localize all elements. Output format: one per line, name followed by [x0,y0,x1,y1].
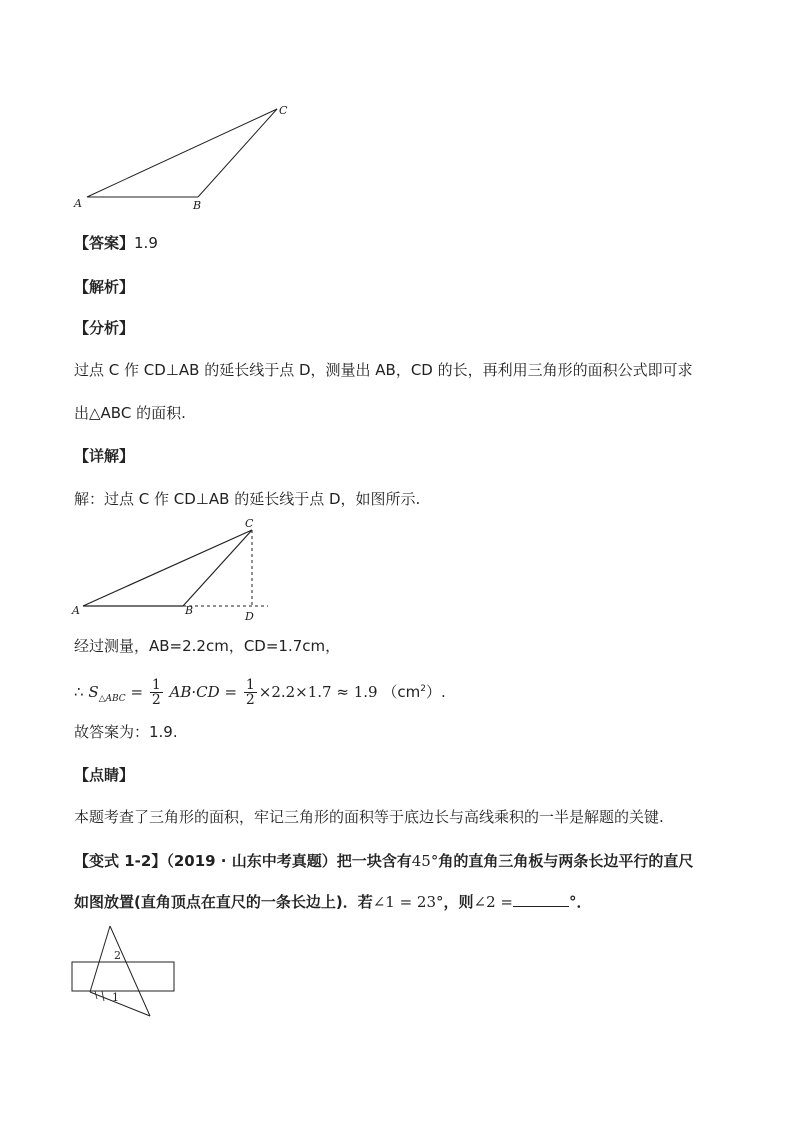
variant-line-1 [74,851,693,871]
vertex-label-c: C [279,104,288,117]
vertex-label-a: A [74,197,82,210]
analysis-heading: 【解析】 [74,278,135,296]
fraction-half-1: $\frac{1}{2}$ [151,677,161,708]
vertex-label-a: A [72,604,80,617]
vertex-label-c: C [245,517,254,530]
variant-text-1b: 角的直角三角板与两条长边平行的直尺 [438,852,694,870]
vertex-label-b: B [185,604,194,617]
area-symbol: S [88,683,99,701]
vertex-label-b: B [193,199,202,212]
equals-2: = [224,683,238,701]
calculation: ×2.2×1.7 ≈ 1.9 [258,683,378,701]
fenxi-line-2: 出△ABC 的面积. [74,404,186,422]
variant-line-2 [74,892,592,912]
variant-tag: 【变式 1-2】 [74,852,167,870]
ab-cd-product: AB·CD [169,683,220,701]
area-formula [74,672,446,706]
angle-2-label: ∠2 = [473,893,513,911]
unit-open: （cm [382,683,421,701]
vertex-label-d: D [245,610,254,623]
degree-45: 45° [411,852,439,870]
conclusion-line: 故答案为：1.9. [74,723,178,741]
answer-line [74,233,158,253]
angle-label-1: 1 [112,991,119,1004]
fenxi-line-1: 过点 C 作 CD⊥AB 的延长线于点 D，测量出 AB，CD 的长，再利用三角形的面积公式即可求 [74,361,693,379]
area-subscript: △ABC [98,694,126,704]
unit-close: ）. [425,683,446,701]
triangle-figure-1 [70,98,300,214]
variant-text-2a: 如图放置(直角顶点在直尺的一条长边上)．若 [74,893,373,911]
degree-end: °． [569,893,592,911]
measure-line: 经过测量，AB=2.2cm，CD=1.7cm， [74,637,341,655]
therefore-symbol: ∴ [74,683,84,701]
fenxi-heading: 【分析】 [74,319,135,337]
dianjing-text: 本题考查了三角形的面积，牢记三角形的面积等于底边长与高线乘积的一半是解题的关键. [74,808,664,826]
ruler-triangle-figure [68,925,180,1021]
fraction-half-2: $\frac{1}{2}$ [245,677,255,708]
answer-label: 【答案】 [74,234,135,252]
unit-superscript: 2 [420,684,426,694]
angle-label-2: 2 [114,949,121,962]
answer-blank [513,892,569,907]
dianjing-heading: 【点睛】 [74,766,135,784]
detail-heading: 【详解】 [74,447,135,465]
variant-text-1a: 把一块含有 [336,852,412,870]
angle-1-value: ∠1 = 23° [372,893,444,911]
variant-text-2b: ，则 [443,893,474,911]
detail-intro: 解：过点 C 作 CD⊥AB 的延长线于点 D，如图所示. [74,490,421,508]
equals-1: = [130,683,144,701]
triangle-figure-2 [68,514,278,626]
answer-value: 1.9 [134,234,158,252]
variant-source: （2019 · 山东中考真题） [166,852,337,870]
